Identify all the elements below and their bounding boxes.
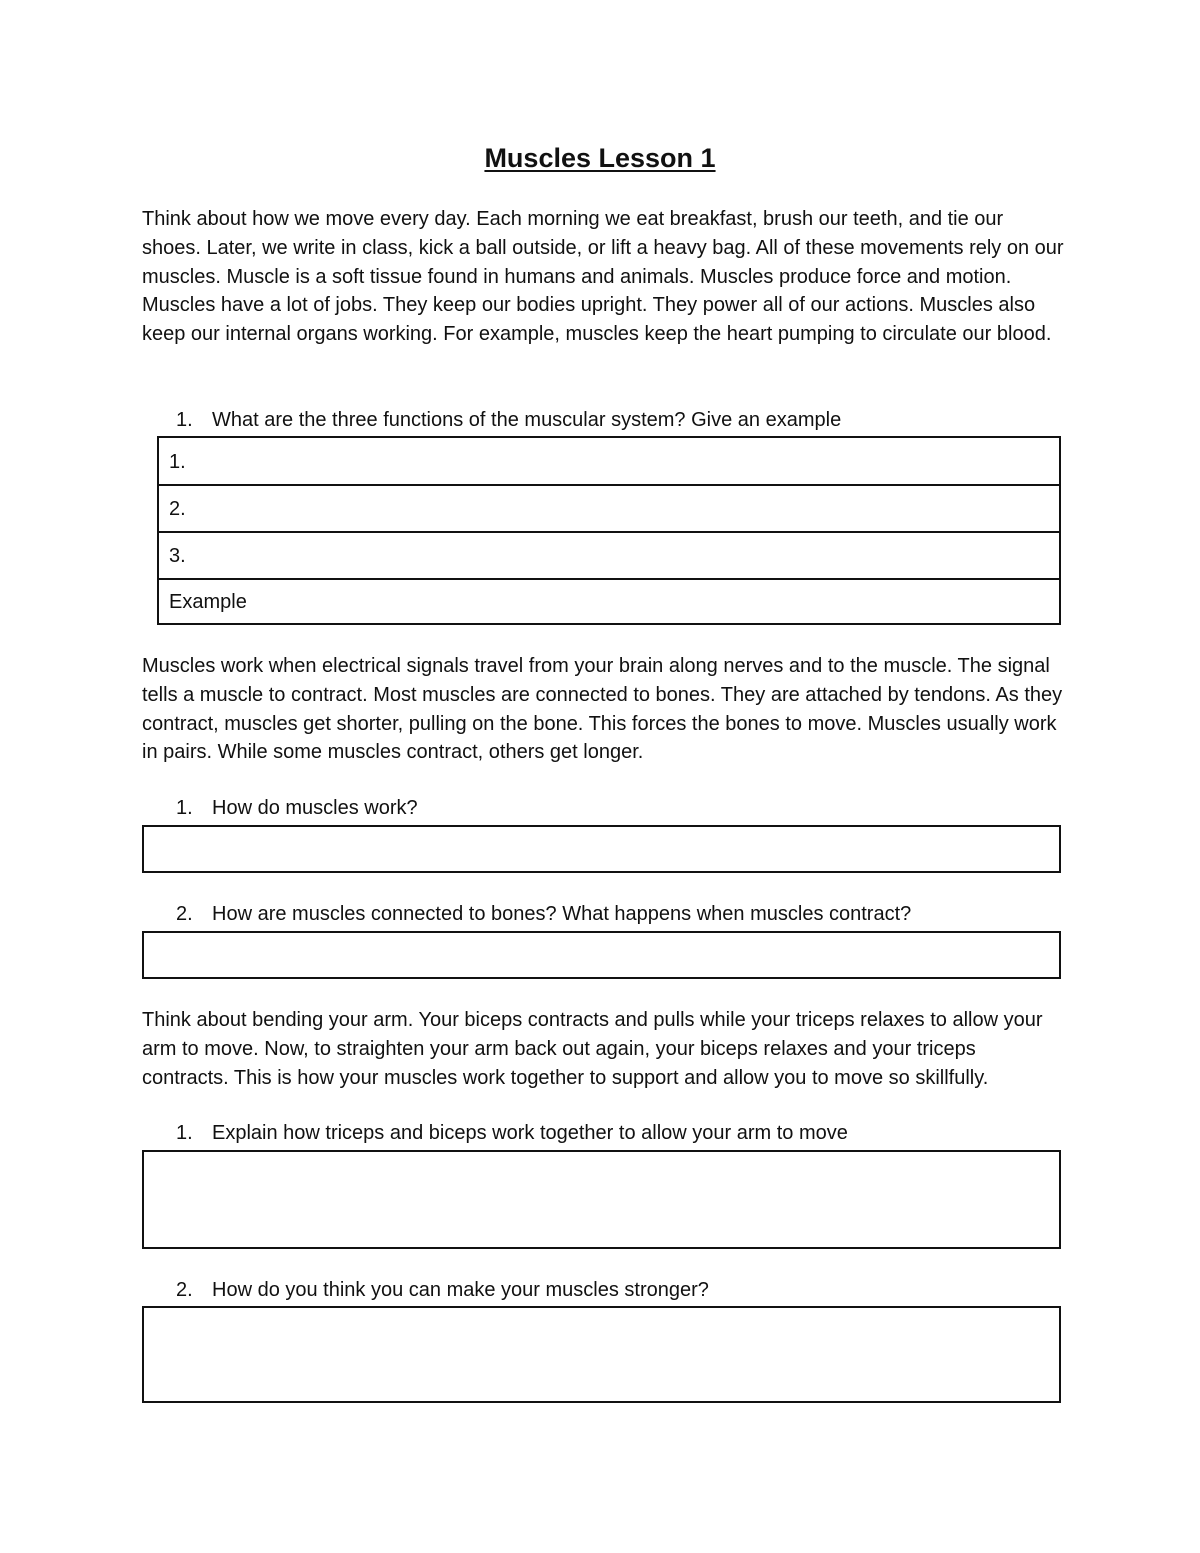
nerves-paragraph: Muscles work when electrical signals travel from your brain along nerves and to the muscle. The signal tells a muscle to contract. Most muscles are connected to bones. They are attached by tendons. As they contract, muscles get shorter, pulling on the bone. This forces the bones to move. Muscles usually work in pairs. While some muscles contract, others get longer. <box>142 655 1063 764</box>
question-triceps-biceps <box>176 1120 848 1146</box>
answer-row-3[interactable]: 3. <box>159 531 1059 578</box>
question-text: What are the three functions of the muscular system? Give an example <box>212 409 842 431</box>
answer-row-example[interactable]: Example <box>159 578 1059 623</box>
answer-row-2[interactable]: 2. <box>159 484 1059 531</box>
question-text: How are muscles connected to bones? What happens when muscles contract? <box>212 903 912 925</box>
answer-box-muscles-connected[interactable] <box>142 931 1061 979</box>
arm-paragraph: Think about bending your arm. Your biceps contracts and pulls while your triceps relaxes to allow your arm to move. Now, to straighten your arm back out again, your biceps relaxes and your triceps contracts. This is how your muscles work together to support and allow you to move so skillfully. <box>142 1009 1043 1089</box>
question-number: 2. <box>176 903 193 925</box>
question-muscles-connected <box>176 901 911 927</box>
question-number: 1. <box>176 797 193 819</box>
functions-answer-table <box>157 436 1061 625</box>
answer-box-muscles-stronger[interactable] <box>142 1306 1061 1403</box>
question-text: How do muscles work? <box>212 797 418 819</box>
question-muscles-stronger <box>176 1277 709 1303</box>
question-text: Explain how triceps and biceps work together to allow your arm to move <box>212 1122 848 1144</box>
question-functions <box>176 407 841 433</box>
answer-row-1[interactable]: 1. <box>169 451 186 473</box>
answer-box-triceps-biceps[interactable] <box>142 1150 1061 1249</box>
page-title: Muscles Lesson 1 <box>484 143 716 173</box>
question-text: How do you think you can make your muscles stronger? <box>212 1279 709 1301</box>
question-number: 1. <box>176 1122 193 1144</box>
question-how-muscles-work <box>176 795 418 821</box>
intro-paragraph: Think about how we move every day. Each morning we eat breakfast, brush our teeth, and tie our shoes. Later, we write in class, kick a ball outside, or lift a heavy bag. All of these movements rely on our muscles. Muscle is a soft tissue found in humans and animals. Muscles produce force and motion. Muscles have a lot of jobs. They keep our bodies upright. They power all of our actions. Muscles also keep our internal organs working. For example, muscles keep the heart pumping to circulate our blood. <box>142 208 1064 346</box>
answer-box-how-muscles-work[interactable] <box>142 825 1061 873</box>
question-number: 1. <box>176 409 193 431</box>
question-number: 2. <box>176 1279 193 1301</box>
